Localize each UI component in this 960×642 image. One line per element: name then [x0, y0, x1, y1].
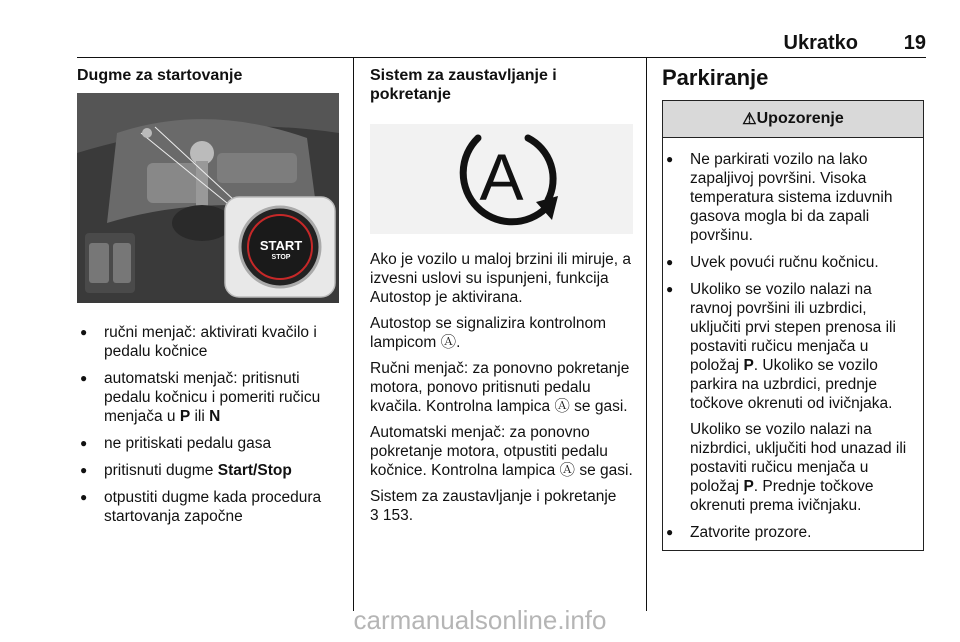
autostop-icon-box: [370, 124, 633, 234]
list-item: ● Ne parkirati vozilo na lako zapaljivoj površini. Visoka temperatura sistema izduvnih gasova mogla bi da zapali površinu.: [663, 150, 915, 245]
paragraph: Automatski menjač: za ponovno pokretanje motora, otpustiti pedalu kočnice. Kontrolna lampica Ⓐ se gasi.: [370, 424, 633, 479]
start-steps-list: [77, 323, 345, 526]
section-heading-start: Dugme za startovanje: [77, 67, 243, 84]
column-parking: [662, 66, 924, 551]
warning-icon: ⚠: [742, 111, 757, 128]
list-item: ● automatski menjač: pritisnuti pedalu kočnicu i pomeriti ručicu menjača u P ili N: [77, 369, 345, 426]
list-item: ● Uvek povući ručnu kočnicu.: [663, 253, 915, 272]
page-reference-link[interactable]: 3 153.: [370, 507, 414, 524]
watermark-footer: carmanualsonline.info: [353, 605, 607, 635]
header-title: Ukratko: [783, 32, 858, 54]
dashboard-photo: [77, 93, 339, 303]
paragraph: Sistem za zaustavljanje i pokretanje 3 153.: [370, 488, 617, 524]
warning-list: [663, 138, 923, 542]
stop-button-label: STOP: [271, 254, 291, 261]
column-divider-2: [646, 57, 647, 611]
column-divider-1: [353, 57, 354, 611]
paragraph: Ako je vozilo u maloj brzini ili miruje, a izvesni uslovi su ispunjeni, funkcija Autostop je aktivirana.: [370, 251, 632, 306]
autostop-letter: A: [479, 140, 524, 214]
column-start-button: [77, 66, 345, 534]
paragraph: Ručni menjač: za ponovno pokretanje motora, ponovo pritisnuti pedalu kvačila. Kontrolna lampica Ⓐ se gasi.: [370, 360, 630, 415]
section-heading-stop-start: Sistem za zaustavljanje i pokretanje: [370, 67, 557, 103]
page-number: 19: [903, 32, 926, 54]
list-item: ● ne pritiskati pedalu gasa: [77, 434, 345, 453]
dashboard-illustration: [77, 93, 339, 303]
warning-header: [663, 100, 923, 138]
list-item: ● ručni menjač: aktivirati kvačilo i pedalu kočnice: [77, 323, 345, 361]
list-item: ● Zatvorite prozore.: [663, 523, 915, 542]
column-stop-start: [370, 66, 635, 525]
start-button-label: START: [259, 238, 303, 253]
list-item: ● pritisnuti dugme Start/Stop: [77, 461, 345, 480]
list-item: ● otpustiti dugme kada procedura startovanja započne: [77, 488, 345, 526]
warning-title: Upozorenje: [756, 110, 844, 127]
warning-box: [662, 100, 924, 551]
section-heading-parking: Parkiranje: [662, 65, 769, 90]
paragraph: Autostop se signalizira kontrolnom lampicom Ⓐ.: [370, 315, 607, 351]
header-rule: [77, 57, 926, 58]
list-item: ● Ukoliko se vozilo nalazi na ravnoj površini ili uzbrdici, uključiti prvi stepen prenosa ili postaviti ručicu menjača u položaj P. Ukoliko se vozilo parkira na uzbrdici, prednje točkove okrenuti od ivičnjaka. Ukoliko se vozilo nalazi na nizbrdici, uključiti hod unazad ili postaviti ručicu menjača u položaj P. Prednje točkove okrenuti prema ivičnjaku.: [663, 280, 915, 515]
